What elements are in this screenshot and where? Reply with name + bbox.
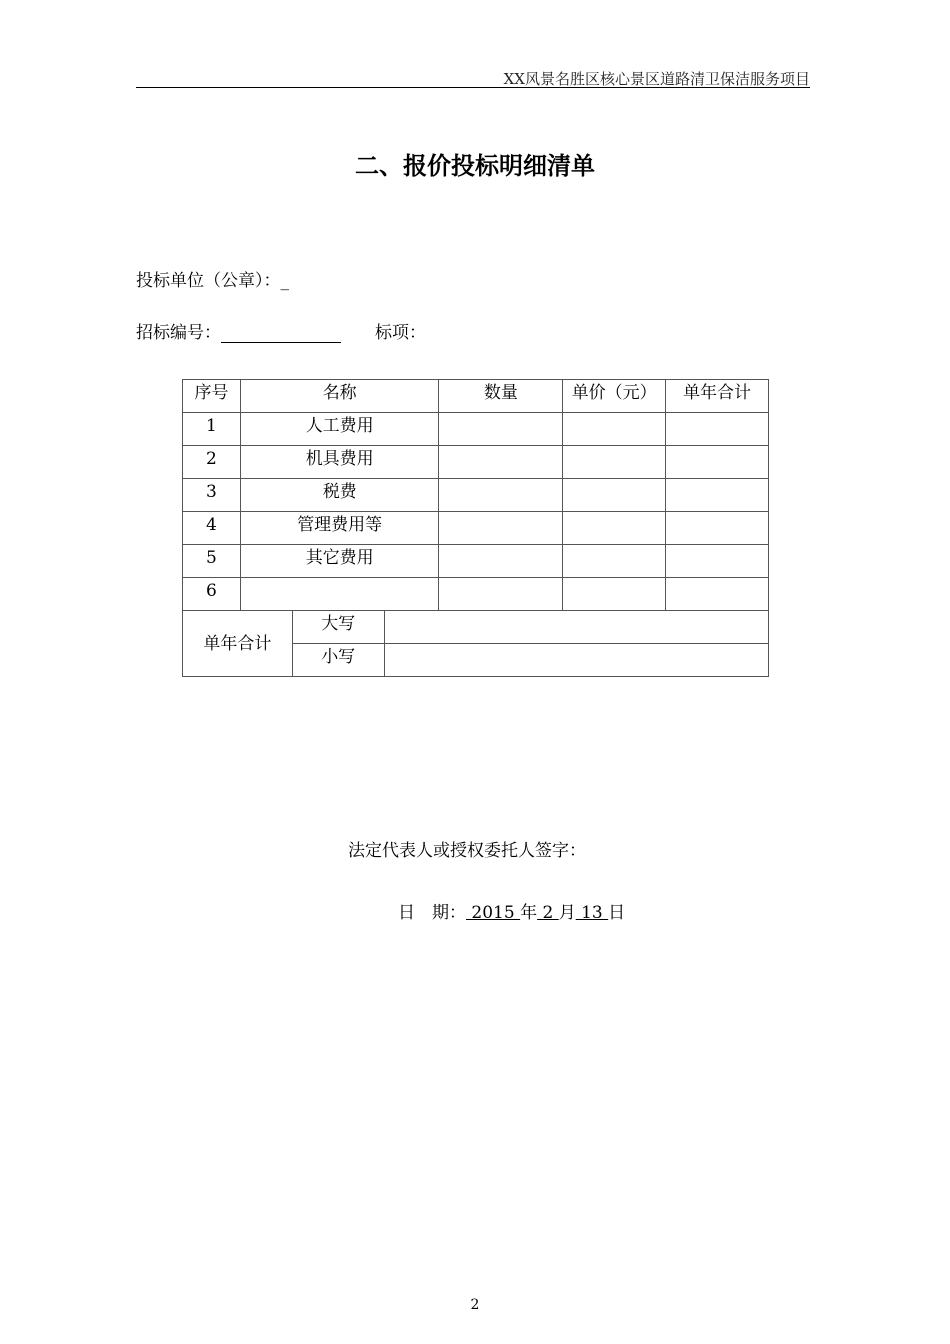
annual-total-cell[interactable] [666,545,769,578]
row-no: 5 [183,545,241,578]
date-line [398,898,625,923]
tender-no-blank[interactable] [221,324,341,343]
unit-price-cell[interactable] [563,413,666,446]
tender-field-row [136,318,426,343]
unit-price-cell[interactable] [563,512,666,545]
header-name: 名称 [240,380,439,413]
date-month[interactable]: 2 [537,903,559,923]
lowercase-amount-cell[interactable] [384,644,768,677]
header-unit-price: 单价（元） [563,380,666,413]
table-row [183,446,769,479]
unit-price-cell[interactable] [563,479,666,512]
row-name: 管理费用等 [240,512,439,545]
date-label: 日 期： [398,903,466,923]
unit-price-cell[interactable] [563,446,666,479]
quantity-cell[interactable] [439,446,563,479]
page-number: 2 [470,1297,480,1313]
tender-no-label: 招标编号： [136,323,221,343]
annual-total-cell[interactable] [666,413,769,446]
quantity-cell[interactable] [439,479,563,512]
header-no: 序号 [183,380,241,413]
page-title: 二、报价投标明细清单 [355,152,595,180]
quantity-cell[interactable] [439,512,563,545]
table-row [183,545,769,578]
unit-price-cell[interactable] [563,545,666,578]
unit-price-cell[interactable] [563,578,666,611]
date-day-unit: 日 [608,903,626,923]
annual-total-cell[interactable] [666,512,769,545]
date-month-unit: 月 [558,903,576,923]
row-no: 3 [183,479,241,512]
table-row [183,578,769,611]
table-row [183,479,769,512]
date-day[interactable]: 13 [575,903,609,923]
quantity-cell[interactable] [439,578,563,611]
row-name: 其它费用 [240,545,439,578]
header-project-title: XX风景名胜区核心景区道路清卫保洁服务项目 [503,70,810,88]
header-annual-total: 单年合计 [666,380,769,413]
row-no: 4 [183,512,241,545]
uppercase-amount-cell[interactable] [384,611,768,644]
table-row [183,413,769,446]
row-no: 2 [183,446,241,479]
annual-total-cell[interactable] [666,578,769,611]
row-name: 人工费用 [240,413,439,446]
lowercase-label: 小写 [292,644,384,677]
row-name: 机具费用 [240,446,439,479]
bidder-label: 投标单位（公章）：_ [136,271,289,291]
row-name: 税费 [240,479,439,512]
quote-detail-table [182,379,769,677]
total-row-uppercase [183,611,769,644]
header-quantity: 数量 [439,380,563,413]
annual-total-cell[interactable] [666,446,769,479]
annual-total-label: 单年合计 [183,611,293,677]
table-header-row [183,380,769,413]
item-label: 标项： [375,323,426,343]
quantity-cell[interactable] [439,413,563,446]
annual-total-cell[interactable] [666,479,769,512]
uppercase-label: 大写 [292,611,384,644]
row-no: 1 [183,413,241,446]
header-divider [136,87,810,88]
row-name[interactable] [240,578,439,611]
row-no: 6 [183,578,241,611]
signature-label: 法定代表人或授权委托人签字： [348,841,586,861]
date-year-unit: 年 [520,903,538,923]
quantity-cell[interactable] [439,545,563,578]
date-year[interactable]: 2015 [466,903,521,923]
table-row [183,512,769,545]
bidder-field [136,266,289,291]
